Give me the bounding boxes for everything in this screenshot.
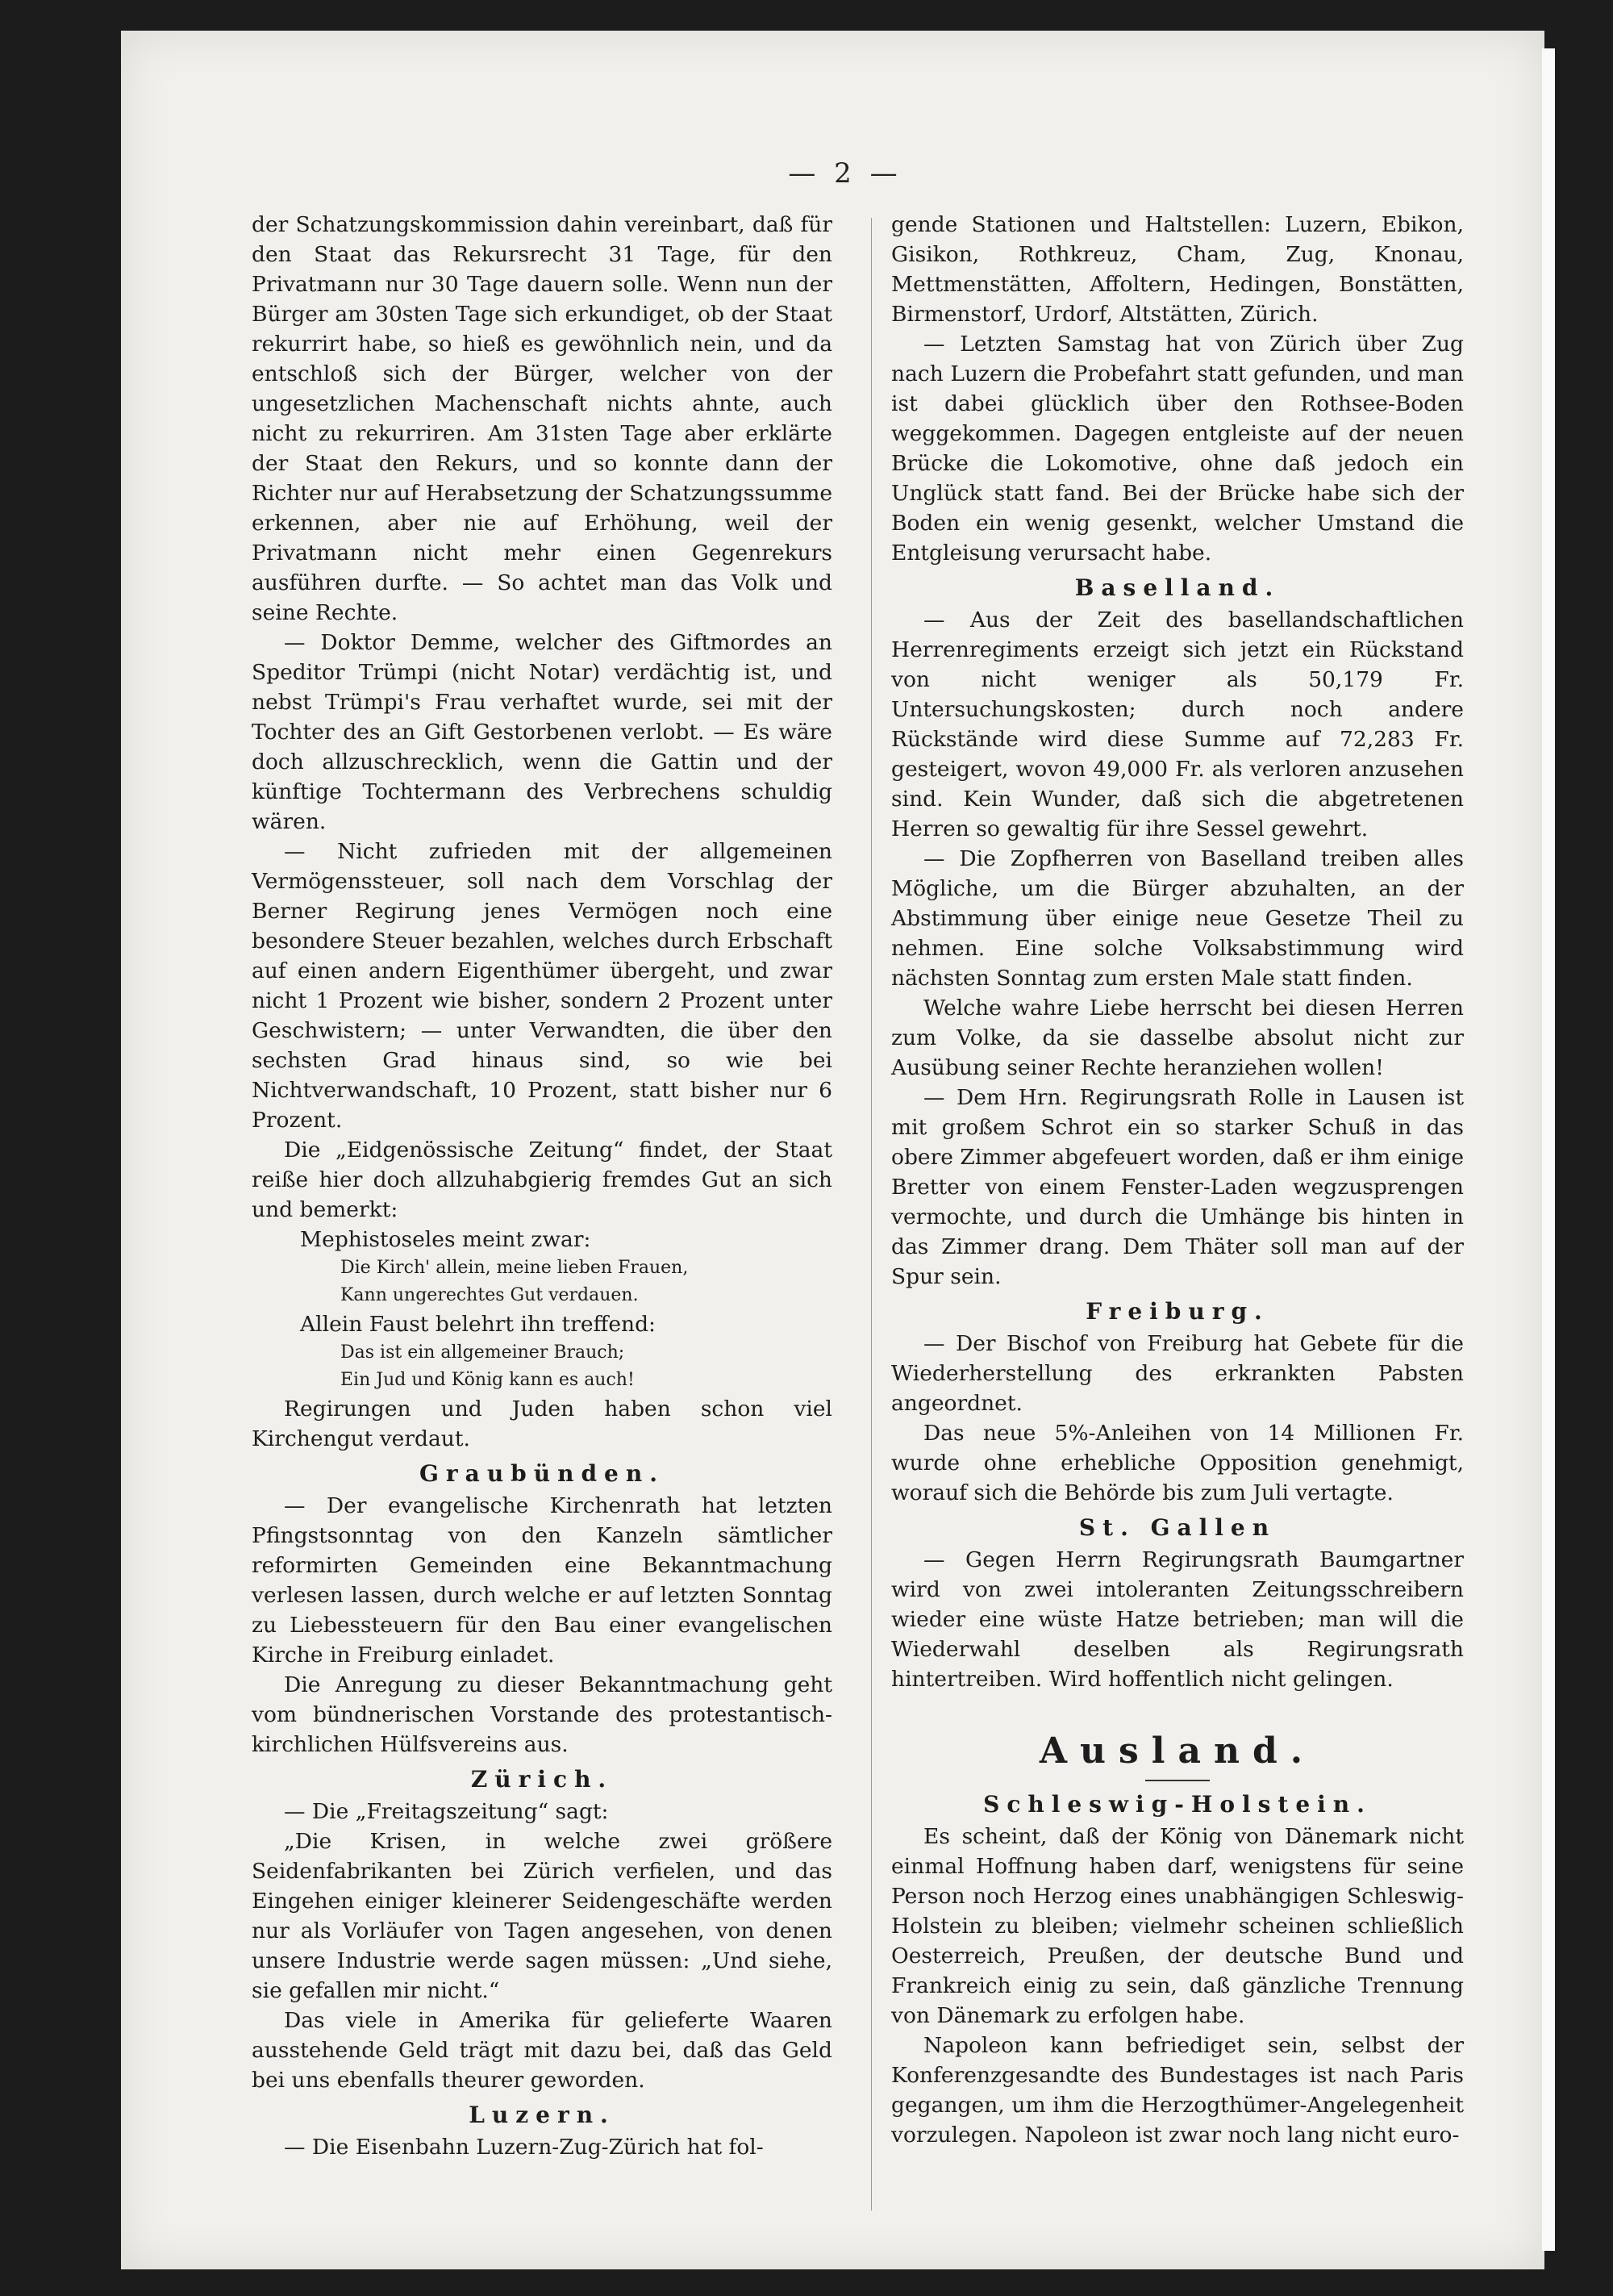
- left-paragraph: der Schatzungskommission dahin vereinbart, daß für den Staat das Rekursrecht 31 Tage, für den Privatmann nur 30 Tage dauern solle. Wenn nun der Bürger am 30sten Tage sich erkundiget, ob der Staat rekurrirt habe, so hieß es gewöhnlich nein, und da entschloß sich der Bürger, welcher von der ungesetzlichen Machenschaft nichts ahnte, auch nicht zu rekurriren. Am 31sten Tage aber erklärte der Staat den Rekurs, und so konnte dann der Richter nur auf Herabsetzung der Schatzungssumme erkennen, aber nie auf Erhöhung, weil der Privatmann nicht mehr einen Gegenrekurs ausführen durfte. — So achtet man das Volk und seine Rechte.: [252, 212, 832, 625]
- right-paragraph: — Der Bischof von Freiburg hat Gebete für die Wiederherstellung des erkrankten Pabsten angeordnet.: [891, 1331, 1464, 1416]
- right-column: [891, 210, 1464, 2150]
- right-paragraph: Napoleon kann befriediget sein, selbst der Konferenzgesandte des Bundestages ist nach Paris gegangen, um ihm die Herzogthümer-Angelegenheit vorzulegen. Napoleon ist zwar noch lang nicht euro-: [891, 2033, 1464, 2148]
- right-paragraph: — Aus der Zeit des basellandschaftlichen Herrenregiments erzeigt sich jetzt ein Rückstand von nicht weniger als 50,179 Fr. Untersuchungskosten; durch noch andere Rückstände wird diese Summe auf 72,283 Fr. gesteigert, wovon 49,000 Fr. als verloren anzusehen sind. Kein Wunder, daß sich die abgetretenen Herren so gewaltig für ihre Sessel gewehrt.: [891, 607, 1464, 841]
- left-verse-line: Allein Faust belehrt ihn treffend:: [300, 1312, 656, 1337]
- right-paragraph: — Die Zopfherren von Baselland treiben alles Mögliche, um die Bürger abzuhalten, an der Abstimmung über einige neue Gesetze Theil zu nehmen. Eine solche Volksabstimmung wird nächsten Sonntag zum ersten Male statt finden.: [891, 846, 1464, 991]
- left-paragraph: — Die Eisenbahn Luzern-Zug-Zürich hat fol-: [284, 2135, 764, 2160]
- left-column: [252, 210, 832, 2162]
- right-paragraph: — Letzten Samstag hat von Zürich über Zug nach Luzern die Probefahrt statt gefunden, und man ist dabei glücklich über den Rothsee-Boden weggekommen. Dagegen entgleiste auf der neuen Brücke die Lokomotive, ohne daß jedoch ein Unglück statt fand. Bei der Brücke habe sich der Boden ein wenig gesenkt, welcher Umstand die Entgleisung verursacht habe.: [891, 332, 1464, 566]
- right-section-heading: Freiburg.: [1086, 1298, 1269, 1325]
- left-paragraph: — Doktor Demme, welcher des Giftmordes an Speditor Trümpi (nicht Notar) verdächtig ist, und nebst Trümpi's Frau verhaftet wurde, sei mit der Tochter des an Gift Gestorbenen verlobt. — Es wäre doch allzuschrecklich, wenn die Gattin und der künftige Tochtermann des Verbrechens schuldig wären.: [252, 630, 832, 834]
- left-quoted-verse-line: Das ist ein allgemeiner Brauch;: [340, 1342, 625, 1363]
- left-quoted-verse-line: Kann ungerechtes Gut verdauen.: [340, 1285, 639, 1305]
- right-section-heading: Schleswig-Holstein.: [983, 1791, 1372, 1818]
- left-paragraph: — Nicht zufrieden mit der allgemeinen Vermögenssteuer, soll nach dem Vorschlag der Berner Regirung jenes Vermögen noch eine besondere Steuer bezahlen, welches durch Erbschaft auf einen andern Eigenthümer übergeht, und zwar nicht 1 Prozent wie bisher, sondern 2 Prozent unter Geschwistern; — unter Verwandten, die über den sechsten Grad hinaus sind, so wie bei Nichtverwandschaft, 10 Prozent, statt bisher nur 6 Prozent.: [252, 839, 832, 1133]
- page-number: — 2 —: [788, 157, 902, 190]
- right-paragraph: — Dem Hrn. Regirungsrath Rolle in Lausen ist mit großem Schrot ein so starker Schuß in das obere Zimmer abgefeuert worden, daß er ihm einige Bretter von einem Fenster-Laden wegzusprengen vermochte, und durch die Umhänge bis hinten in das Zimmer drang. Dem Thäter soll man auf der Spur sein.: [891, 1085, 1464, 1289]
- left-verse-line: Mephistoseles meint zwar:: [300, 1227, 591, 1252]
- left-paragraph: — Der evangelische Kirchenrath hat letzten Pfingstsonntag von den Kanzeln sämtlicher reformirten Gemeinden eine Bekanntmachung verlesen lassen, durch welche er auf letzten Sonntag zu Liebessteuern für den Bau einer evangelischen Kirche in Freiburg einladet.: [252, 1493, 832, 1668]
- left-paragraph: Die Anregung zu dieser Bekanntmachung geht vom bündnerischen Vorstande des protestantisch-kirchlichen Hülfsvereins aus.: [252, 1672, 832, 1757]
- left-paragraph: Regirungen und Juden haben schon viel Kirchengut verdaut.: [252, 1396, 832, 1451]
- right-paragraph: Das neue 5%-Anleihen von 14 Millionen Fr. wurde ohne erhebliche Opposition genehmigt, worauf sich die Behörde bis zum Juli vertagte.: [891, 1421, 1464, 1505]
- left-section-heading: Graubünden.: [419, 1460, 665, 1487]
- left-paragraph: — Die „Freitagszeitung“ sagt:: [284, 1799, 609, 1824]
- left-paragraph: „Die Krisen, in welche zwei größere Seidenfabrikanten bei Zürich verfielen, und das Eingehen einiger kleinerer Seidengeschäfte werden nur als Vorläufer von Tagen angesehen, von denen unsere Industrie werde sagen müssen: „Und siehe, sie gefallen mir nicht.“: [252, 1829, 832, 2003]
- left-quoted-verse-line: Ein Jud und König kann es auch!: [340, 1370, 635, 1390]
- page-edge-strip: [1542, 48, 1555, 2251]
- right-major-heading: Ausland.: [1039, 1730, 1316, 1772]
- right-heading-rule: [1145, 1780, 1210, 1781]
- right-section-heading: St. Gallen: [1078, 1514, 1277, 1541]
- right-paragraph: Es scheint, daß der König von Dänemark nicht einmal Hoffnung haben darf, wenigstens für seine Person noch Herzog eines unabhängigen Schleswig-Holstein zu bleiben; vielmehr scheinen schließlich Oesterreich, Preußen, der deutsche Bund und Frankreich einig zu sein, daß gänzliche Trennung von Dänemark zu erfolgen habe.: [891, 1824, 1464, 2028]
- left-quoted-verse-line: Die Kirch' allein, meine lieben Frauen,: [340, 1258, 689, 1278]
- right-paragraph: gende Stationen und Haltstellen: Luzern, Ebikon, Gisikon, Rothkreuz, Cham, Zug, Knonau, Mettmenstätten, Affoltern, Hedingen, Bonstätten, Birmenstorf, Urdorf, Altstätten, Zürich.: [891, 212, 1464, 327]
- right-paragraph: Welche wahre Liebe herrscht bei diesen Herren zum Volke, da sie dasselbe absolut nicht zur Ausübung seiner Rechte heranziehen wollen!: [891, 996, 1464, 1080]
- right-paragraph: — Gegen Herrn Regirungsrath Baumgartner wird von zwei intoleranten Zeitungsschreibern wieder eine wüste Hatze betrieben; man will die Wiederwahl deselben als Regirungsrath hintertreiben. Wird hoffentlich nicht gelingen.: [891, 1547, 1464, 1692]
- left-section-heading: Zürich.: [470, 1766, 614, 1793]
- column-divider: [871, 218, 872, 2210]
- left-section-heading: Luzern.: [469, 2102, 615, 2128]
- right-section-heading: Baselland.: [1074, 574, 1281, 601]
- left-paragraph: Das viele in Amerika für gelieferte Waaren ausstehende Geld trägt mit dazu bei, daß das Geld bei uns ebenfalls theurer geworden.: [252, 2008, 832, 2093]
- left-paragraph: Die „Eidgenössische Zeitung“ findet, der Staat reiße hier doch allzuhabgierig fremdes Gut an sich und bemerkt:: [252, 1138, 832, 1222]
- scan-top-edge: [0, 0, 1613, 32]
